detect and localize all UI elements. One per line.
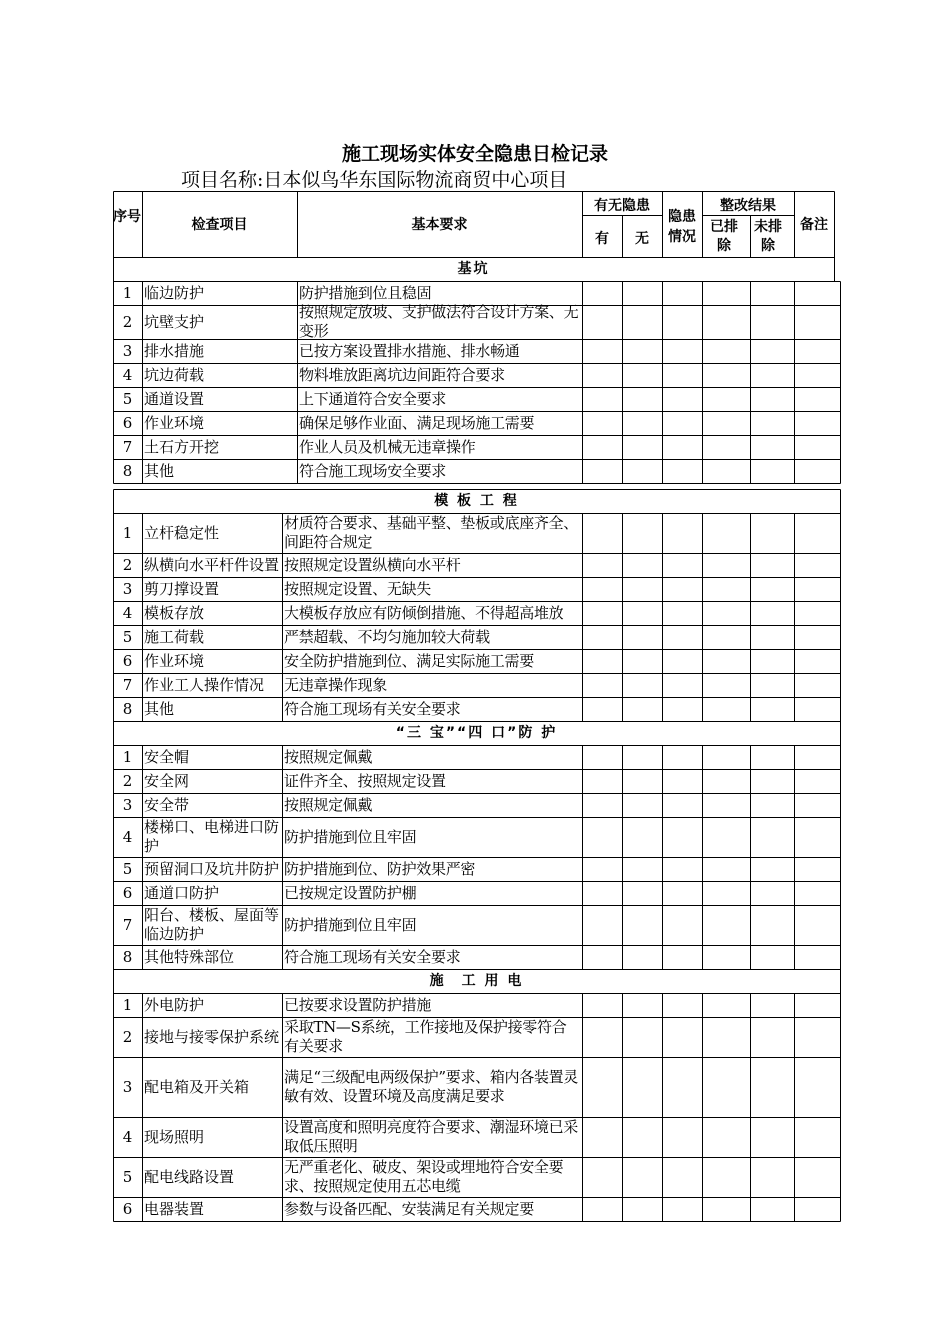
row-check-item: 安全网 xyxy=(144,771,190,790)
row-requirement: 防护措施到位且牢固 xyxy=(284,827,417,846)
row-number: 1 xyxy=(122,748,133,766)
row-check-item: 作业环境 xyxy=(144,651,205,670)
row-requirement: 严禁超载、不均匀施加较大荷载 xyxy=(284,627,490,646)
row-requirement: 按照规定佩戴 xyxy=(284,795,373,814)
row-check-item: 模板存放 xyxy=(144,603,205,622)
header-item: 检查项目 xyxy=(191,217,248,233)
header-removed: 已排除 xyxy=(710,219,738,254)
row-requirement: 符合施工现场有关安全要求 xyxy=(284,699,461,718)
row-check-item: 楼梯口、电梯进口防护 xyxy=(144,818,280,855)
row-check-item: 坑边荷载 xyxy=(144,365,205,384)
row-number: 5 xyxy=(122,628,133,646)
header-has-hazard: 有无隐患 xyxy=(594,198,650,214)
row-requirement: 设置高度和照明亮度符合要求、潮湿环境已采取低压照明 xyxy=(284,1118,579,1155)
row-check-item: 其他 xyxy=(144,461,175,480)
document-title: 施工现场实体安全隐患日检记录 xyxy=(341,143,608,165)
row-check-item: 剪刀撑设置 xyxy=(144,579,220,598)
header-yes: 有 xyxy=(595,231,609,247)
row-number: 8 xyxy=(122,462,133,480)
row-requirement: 防护措施到位、防护效果严密 xyxy=(284,859,476,878)
row-requirement: 已按要求设置防护措施 xyxy=(284,995,432,1014)
section-title: 基坑 xyxy=(457,261,490,277)
row-number: 4 xyxy=(122,604,133,622)
row-check-item: 施工荷载 xyxy=(144,627,205,646)
row-check-item: 土石方开挖 xyxy=(144,437,220,456)
section-title: 施 工 用 电 xyxy=(429,973,524,989)
row-number: 3 xyxy=(122,580,133,598)
row-requirement: 按照规定佩戴 xyxy=(284,747,373,766)
row-check-item: 外电防护 xyxy=(144,995,205,1014)
row-requirement: 防护措施到位且稳固 xyxy=(299,283,432,302)
row-requirement: 物料堆放距离坑边间距符合要求 xyxy=(299,365,505,384)
row-check-item: 电器装置 xyxy=(144,1199,205,1218)
row-requirement: 已按规定设置防护棚 xyxy=(284,883,417,902)
row-requirement: 作业人员及机械无违章操作 xyxy=(299,437,476,456)
row-check-item: 其他 xyxy=(144,699,175,718)
header-not-removed: 未排除 xyxy=(754,219,782,254)
section-title: “三 宝”“四 口”防 护 xyxy=(395,725,558,741)
row-number: 2 xyxy=(122,556,133,574)
row-number: 1 xyxy=(122,996,133,1014)
row-requirement: 采取TN—S系统，工作接地及保护接零符合有关要求 xyxy=(284,1018,567,1055)
row-number: 2 xyxy=(122,772,133,790)
row-requirement: 证件齐全、按照规定设置 xyxy=(284,771,446,790)
row-number: 1 xyxy=(122,524,133,542)
row-check-item: 临边防护 xyxy=(144,283,205,302)
row-requirement: 材质符合要求、基础平整、垫板或底座齐全、间距符合规定 xyxy=(284,514,579,551)
row-check-item: 预留洞口及坑井防护 xyxy=(144,859,280,878)
row-number: 3 xyxy=(122,342,133,360)
row-number: 7 xyxy=(122,438,133,456)
row-number: 1 xyxy=(122,284,133,302)
row-check-item: 排水措施 xyxy=(144,341,205,360)
section-title: 模 板 工 程 xyxy=(434,493,519,509)
row-requirement: 按照规定放坡、支护做法符合设计方案、无变形 xyxy=(299,303,579,340)
row-number: 5 xyxy=(122,1168,133,1186)
row-check-item: 作业工人操作情况 xyxy=(144,675,265,694)
header-remark: 备注 xyxy=(800,217,828,233)
row-check-item: 配电箱及开关箱 xyxy=(144,1077,250,1096)
header-no: 无 xyxy=(635,231,649,247)
row-number: 6 xyxy=(122,884,133,902)
row-requirement: 按照规定设置纵横向水平杆 xyxy=(284,555,461,574)
row-requirement: 符合施工现场安全要求 xyxy=(299,461,447,480)
row-check-item: 作业环境 xyxy=(144,413,205,432)
row-requirement: 无严重老化、破皮、架设或埋地符合安全要求、按照规定使用五芯电缆 xyxy=(284,1158,564,1195)
row-requirement: 参数与设备匹配、安装满足有关规定要 xyxy=(284,1199,534,1218)
row-number: 8 xyxy=(122,700,133,718)
row-number: 5 xyxy=(122,390,133,408)
row-requirement: 上下通道符合安全要求 xyxy=(299,389,447,408)
row-number: 3 xyxy=(122,796,133,814)
row-requirement: 按照规定设置、无缺失 xyxy=(284,579,432,598)
header-requirement: 基本要求 xyxy=(411,217,468,233)
row-requirement: 大模板存放应有防倾倒措施、不得超高堆放 xyxy=(284,603,564,622)
row-check-item: 现场照明 xyxy=(144,1127,205,1146)
header-hazard-status: 隐患情况 xyxy=(668,209,696,245)
row-requirement: 符合施工现场有关安全要求 xyxy=(284,947,461,966)
row-requirement: 安全防护措施到位、满足实际施工需要 xyxy=(284,651,534,670)
row-number: 6 xyxy=(122,414,133,432)
row-check-item: 配电线路设置 xyxy=(144,1167,235,1186)
row-number: 8 xyxy=(122,948,133,966)
row-number: 4 xyxy=(122,1128,133,1146)
row-check-item: 接地与接零保护系统 xyxy=(144,1027,280,1046)
project-name: 项目名称:日本似鸟华东国际物流商贸中心项目 xyxy=(181,169,568,191)
row-number: 4 xyxy=(122,366,133,384)
row-number: 4 xyxy=(122,828,133,846)
row-check-item: 立杆稳定性 xyxy=(144,523,220,542)
row-check-item: 阳台、楼板、屋面等临边防护 xyxy=(144,906,280,943)
row-number: 2 xyxy=(122,313,133,331)
row-requirement: 防护措施到位且牢固 xyxy=(284,915,417,934)
row-check-item: 安全帽 xyxy=(144,747,190,766)
row-check-item: 通道口防护 xyxy=(144,883,220,902)
row-requirement: 已按方案设置排水措施、排水畅通 xyxy=(299,341,520,360)
row-check-item: 安全带 xyxy=(144,795,190,814)
row-number: 7 xyxy=(122,916,133,934)
header-seq: 序号 xyxy=(113,209,141,225)
row-number: 3 xyxy=(122,1078,133,1096)
row-number: 6 xyxy=(122,1200,133,1218)
row-check-item: 纵横向水平杆件设置 xyxy=(144,555,280,574)
row-number: 6 xyxy=(122,652,133,670)
row-requirement: 确保足够作业面、满足现场施工需要 xyxy=(299,413,535,432)
row-check-item: 坑壁支护 xyxy=(144,312,205,331)
row-number: 7 xyxy=(122,676,133,694)
row-requirement: 满足“三级配电两级保护”要求、箱内各装置灵敏有效、设置环境及高度满足要求 xyxy=(284,1068,579,1105)
row-check-item: 其他特殊部位 xyxy=(144,947,235,966)
row-check-item: 通道设置 xyxy=(144,389,205,408)
row-requirement: 无违章操作现象 xyxy=(284,675,387,694)
row-number: 5 xyxy=(122,860,133,878)
row-number: 2 xyxy=(122,1028,133,1046)
header-rectify-result: 整改结果 xyxy=(720,198,776,214)
